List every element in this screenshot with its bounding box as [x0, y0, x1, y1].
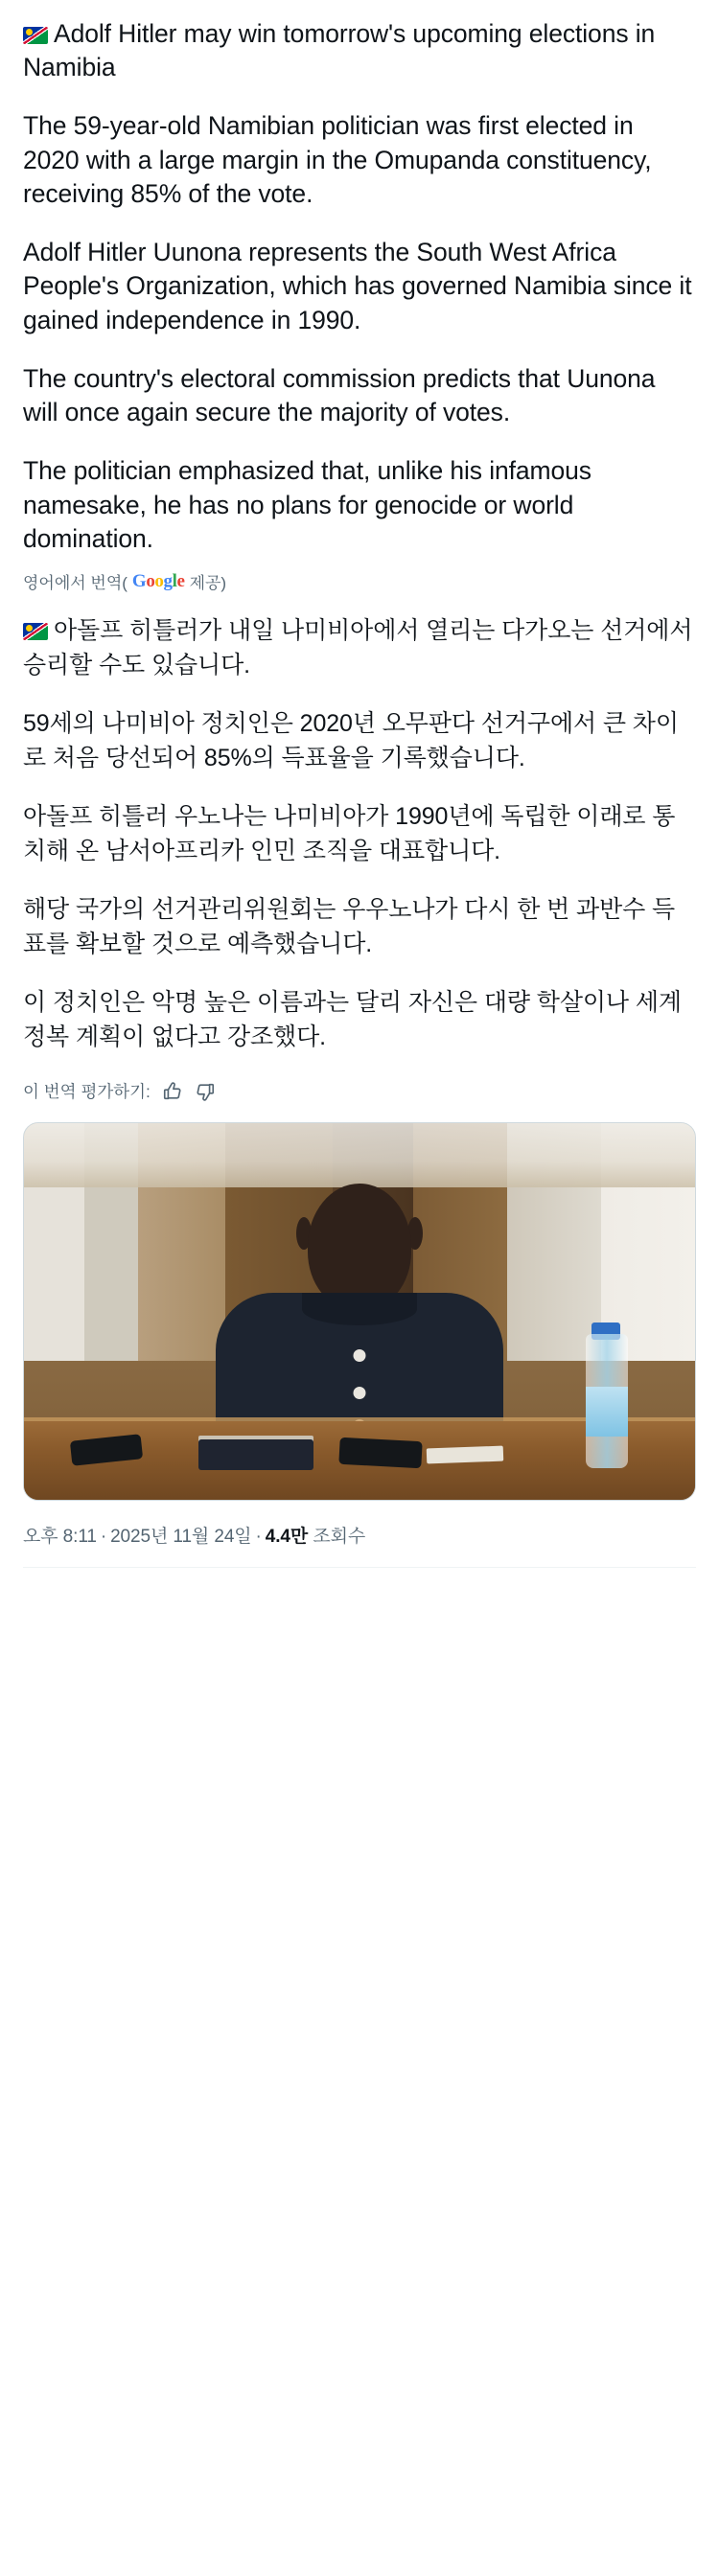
translation-rating-label: 이 번역 평가하기: [23, 1082, 151, 1102]
translation-attribution[interactable] [23, 569, 696, 593]
post-paragraph-en-4: The country's electoral commission predicts that Uunona will once again secure the majority of votes. [23, 363, 656, 427]
post-time: 오후 8:11 [23, 1527, 97, 1548]
book-on-desk [198, 1439, 313, 1470]
paper-on-desk [427, 1445, 504, 1463]
post-paragraph-en-5: The politician emphasized that, unlike his infamous namesake, he has no plans for genocide or world domination. [23, 456, 591, 553]
bottom-divider [23, 1567, 696, 1568]
post-paragraph-en-1 [23, 17, 696, 84]
meta-separator-1: · [100, 1527, 107, 1548]
translation-attribution-prefix: 영어에서 번역( [23, 574, 128, 593]
translation-attribution-suffix: 제공) [189, 574, 227, 593]
post-paragraph-ko-4: 해당 국가의 선거관리위원회는 우우노나가 다시 한 번 과반수 득표를 확보할 것으로 예측했습니다. [23, 896, 676, 957]
post-paragraph-en-3: Adolf Hitler Uunona represents the South West Africa People's Organization, which has governed Namibia since it gained independence in 1990. [23, 238, 692, 334]
google-logo: Google [131, 570, 185, 591]
post-paragraph-en-1-text: Adolf Hitler may win tomorrow's upcoming elections in Namibia [23, 19, 656, 82]
post-metadata [23, 1518, 696, 1567]
post-paragraph-ko-1-text: 아돌프 히틀러가 내일 나미비아에서 열리는 다가오는 선거에서 승리할 수도 있습니다. [23, 617, 693, 678]
meta-separator-2: · [255, 1527, 262, 1548]
translation-rating-row [23, 1079, 696, 1103]
post-paragraph-ko-5: 이 정치인은 악명 높은 이름과는 달리 자신은 대량 학살이나 세계 정복 계획이 없다고 강조했다. [23, 989, 682, 1050]
post-paragraph-ko-1 [23, 614, 696, 682]
post-date: 2025년 11월 24일 [110, 1527, 252, 1548]
post-views-label: 조회수 [313, 1527, 366, 1548]
post-image[interactable] [23, 1122, 696, 1501]
thumbs-up-icon[interactable] [162, 1081, 183, 1102]
person-head [308, 1184, 411, 1310]
post-paragraph-ko-3: 아돌프 히틀러 우노나는 나미비아가 1990년에 독립한 이래로 통치해 온 남서아프리카 인민 조직을 대표합니다. [23, 803, 676, 864]
namibia-flag-icon [23, 27, 48, 44]
post-paragraph-en-2: The 59-year-old Namibian politician was first elected in 2020 with a large margin in the Omupanda constituency, receiving 85% of the vote. [23, 111, 652, 208]
post-views-count: 4.4만 [265, 1527, 309, 1548]
person-collar [302, 1293, 417, 1325]
post-paragraph-ko-2: 59세의 나미비아 정치인은 2020년 오무판다 선거구에서 큰 차이로 처음 당선되어 85%의 득표율을 기록했습니다. [23, 710, 679, 771]
namibia-flag-icon-ko [23, 623, 48, 640]
post-image-content [24, 1123, 695, 1500]
thumbs-down-icon[interactable] [195, 1081, 216, 1102]
phone-right [338, 1437, 422, 1467]
